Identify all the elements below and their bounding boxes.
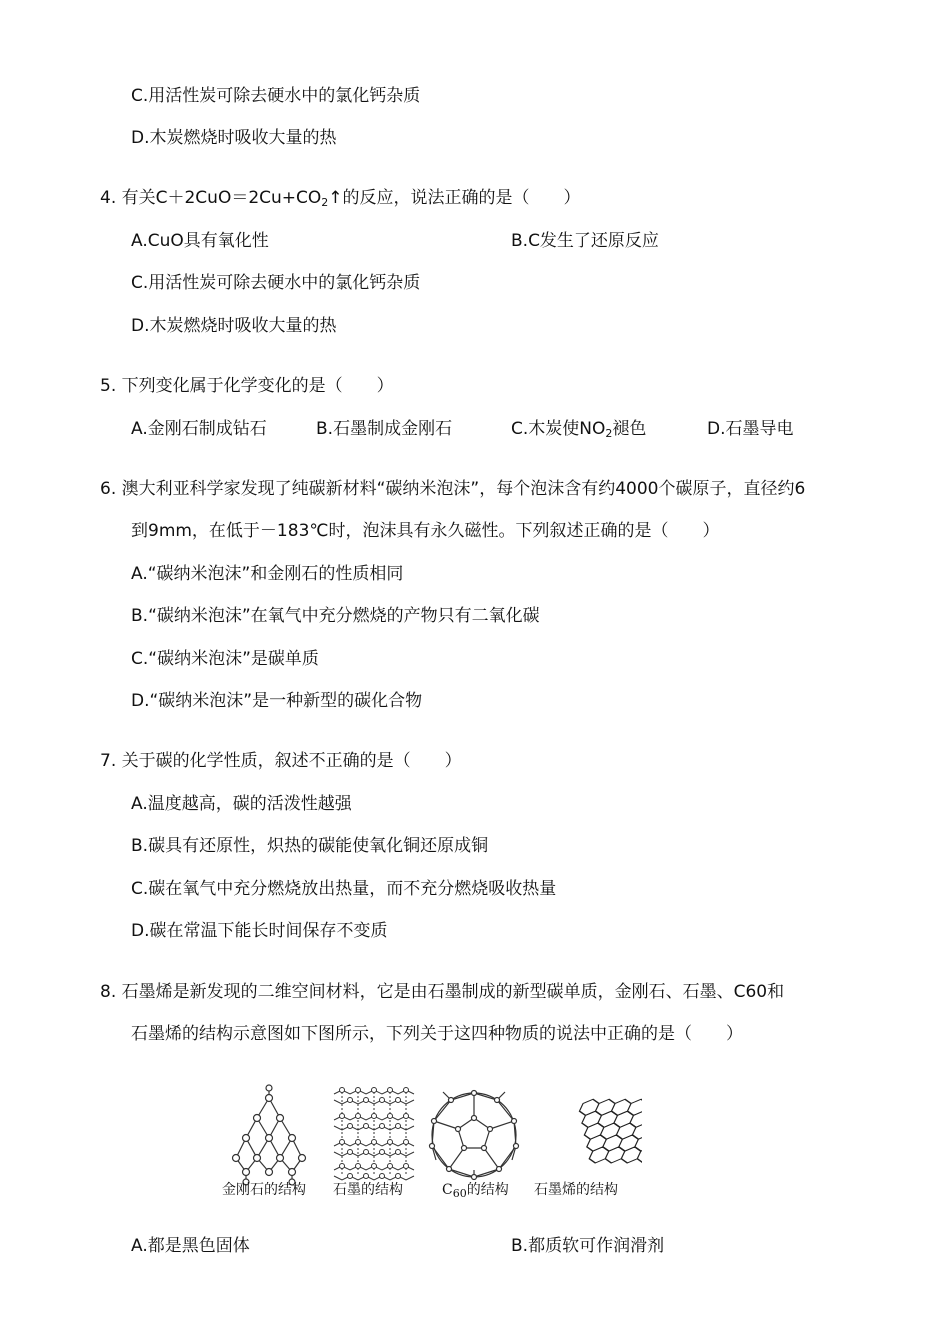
q8-stem-line1: 8. 石墨烯是新发现的二维空间材料，它是由石墨制成的新型碳单质，金刚石、石墨、C60和 (100, 982, 785, 1002)
q6-option-a: A.“碳纳米泡沫”和金刚石的性质相同 (131, 564, 404, 584)
q7-option-c: C.碳在氧气中充分燃烧放出热量，而不充分燃烧吸收热量 (131, 879, 557, 899)
q7-option-a: A.温度越高，碳的活泼性越强 (131, 794, 352, 814)
q8-stem-line2: 石墨烯的结构示意图如下图所示，下列关于这四种物质的说法中正确的是（ ） (131, 1024, 743, 1044)
q5-option-c: C.木炭使$NO_2$褪色 (511, 419, 647, 440)
q4-option-d: D.木炭燃烧时吸收大量的热 (131, 316, 337, 336)
graphene-structure-image (555, 1099, 642, 1163)
q3-option-d: D.木炭燃烧时吸收大量的热 (131, 128, 337, 148)
q7-option-b: B.碳具有还原性，炽热的碳能使氧化铜还原成铜 (131, 836, 489, 856)
q8-option-a: A.都是黑色固体 (131, 1236, 250, 1256)
q6-stem-line1: 6. 澳大利亚科学家发现了纯碳新材料“碳纳米泡沫”，每个泡沫含有约4000个碳原子，直径约6 (100, 479, 806, 499)
q3-option-c: C.用活性炭可除去硬水中的氯化钙杂质 (131, 86, 421, 106)
caption-diamond: 金刚石的结构 (222, 1182, 306, 1198)
caption-c60: $C_{60}$的结构 (442, 1182, 509, 1200)
q5-option-b: B.石墨制成金刚石 (316, 419, 453, 439)
diamond-structure-image (233, 1085, 306, 1185)
q4-option-c: C.用活性炭可除去硬水中的氯化钙杂质 (131, 273, 421, 293)
graphite-structure-image (334, 1088, 414, 1181)
q4-option-a: A.CuO具有氧化性 (131, 231, 269, 251)
q6-option-c: C.“碳纳米泡沫”是碳单质 (131, 649, 319, 669)
q5-option-a: A.金刚石制成钻石 (131, 419, 267, 439)
q8-option-b: B.都质软可作润滑剂 (511, 1236, 665, 1256)
q6-option-b: B.“碳纳米泡沫”在氧气中充分燃烧的产物只有二氧化碳 (131, 606, 540, 626)
q7-stem: 7. 关于碳的化学性质，叙述不正确的是（ ） (100, 751, 462, 771)
q5-stem: 5. 下列变化属于化学变化的是（ ） (100, 376, 394, 396)
caption-graphite: 石墨的结构 (333, 1182, 403, 1198)
q4-stem: 4. 有关$C+2CuO=2Cu+CO_2↑$的反应，说法正确的是（ ） (100, 188, 581, 209)
q4-option-b: B.C发生了还原反应 (511, 231, 659, 251)
c60-structure-image (430, 1091, 519, 1180)
q6-option-d: D.“碳纳米泡沫”是一种新型的碳化合物 (131, 691, 423, 711)
q7-option-d: D.碳在常温下能长时间保存不变质 (131, 921, 388, 941)
q5-option-d: D.石墨导电 (707, 419, 794, 439)
q6-stem-line2: 到9mm，在低于－183℃时，泡沫具有永久磁性。下列叙述正确的是（ ） (131, 521, 720, 541)
caption-graphene: 石墨烯的结构 (534, 1182, 618, 1198)
